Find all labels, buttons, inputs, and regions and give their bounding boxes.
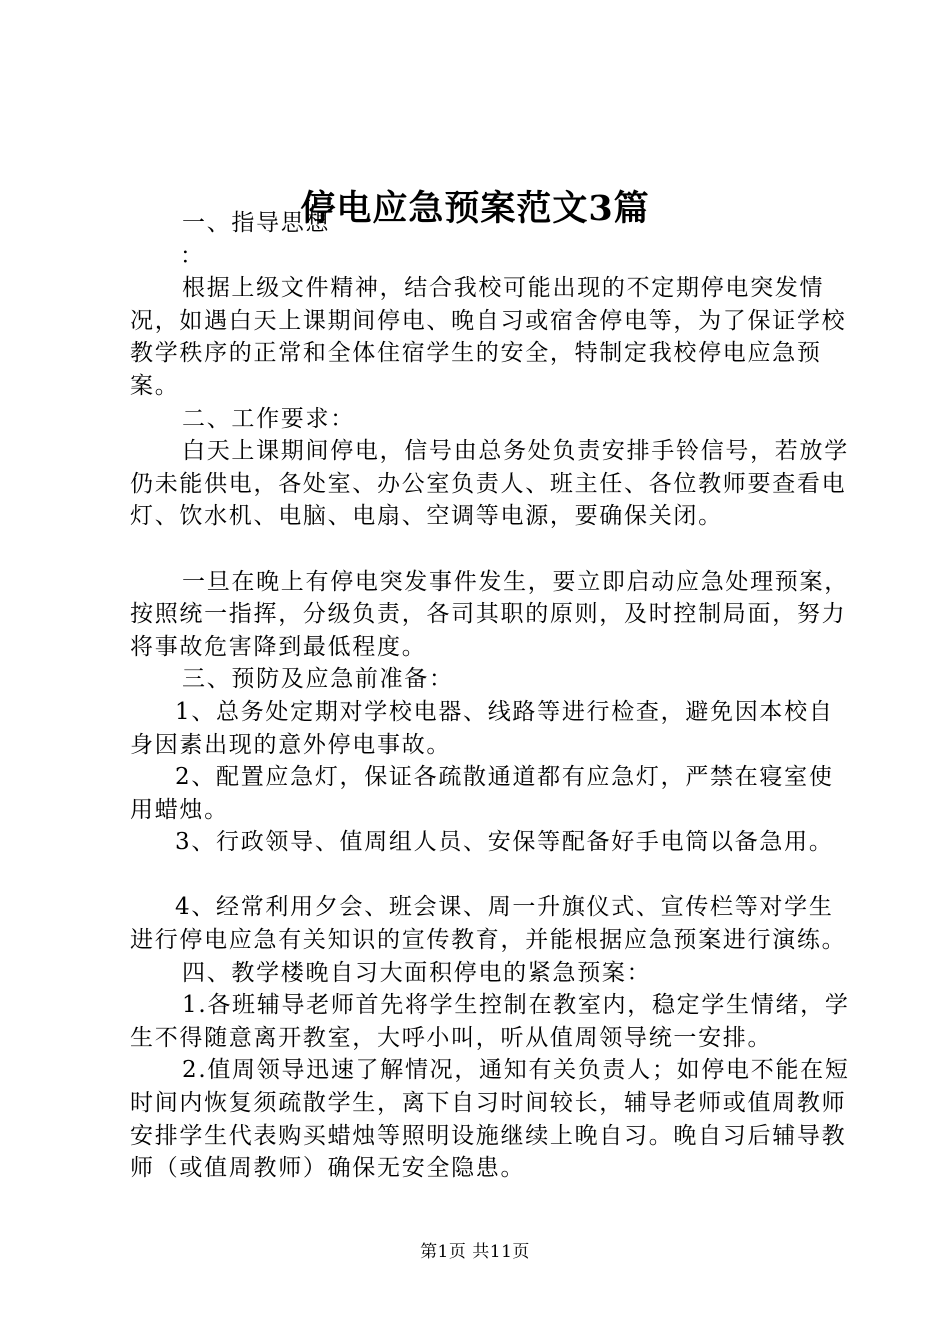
list-item-emergency-2: 2.值周领导迅速了解情况，通知有关负责人；如停电不能在短时间内恢复须疏散学生，离下自习时间较长，辅导老师或值周教师安排学生代表购买蜡烛等照明设施继续上晚自习。晚自习后辅导教师（或值周教师）确保无安全隐患。	[130, 1057, 850, 1182]
section-heading-1: 一、指导思想	[182, 210, 331, 236]
list-item-prep-2: 2、配置应急灯，保证各疏散通道都有应急灯，严禁在寝室使用蜡烛。	[130, 764, 834, 823]
list-item-prep-3: 3、行政领导、值周组人员、安保等配备好手电筒以备急用。	[175, 829, 834, 856]
blank-line	[130, 533, 858, 566]
section-heading-3: 三、预防及应急前准备：	[182, 666, 454, 693]
list-item-prep-1: 1、总务处定期对学校电器、线路等进行检查，避免因本校自身因素出现的意外停电事故。	[130, 698, 834, 758]
list-item-emergency-1: 1.各班辅导老师首先将学生控制在教室内，稳定学生情绪，学生不得随意离开教室，大呼小叫，听从值周领导统一安排。	[130, 992, 850, 1051]
section-heading-4: 四、教学楼晚自习大面积停电的紧急预案：	[182, 959, 652, 986]
paragraph-night-outage: 一旦在晚上有停电突发事件发生，要立即启动应急处理预案，按照统一指挥，分级负责，各司其职的原则，及时控制局面，努力将事故危害降到最低程度。	[130, 568, 849, 660]
document-body	[130, 207, 858, 1185]
section-heading-2: 二、工作要求：	[182, 405, 355, 432]
page-footer: 第1页 共11页	[420, 1242, 530, 1262]
blank-line	[130, 859, 858, 892]
colon-line: ：	[180, 242, 205, 269]
paragraph-intro: 根据上级文件精神，结合我校可能出现的不定期停电突发情况，如遇白天上课期间停电、晚自习或宿舍停电等，为了保证学校教学秩序的正常和全体住宿学生的安全，特制定我校停电应急预案。	[130, 275, 847, 399]
list-item-prep-4: 4、经常利用夕会、班会课、周一升旗仪式、宣传栏等对学生进行停电应急有关知识的宣传教育，并能根据应急预案进行演练。	[130, 894, 847, 954]
document-title: 停电应急预案范文3篇	[300, 188, 650, 229]
paragraph-daytime-outage: 白天上课期间停电，信号由总务处负责安排手铃信号，若放学仍未能供电，各处室、办公室负责人、班主任、各位教师要查看电灯、饮水机、电脑、电扇、空调等电源，要确保关闭。	[130, 438, 849, 530]
